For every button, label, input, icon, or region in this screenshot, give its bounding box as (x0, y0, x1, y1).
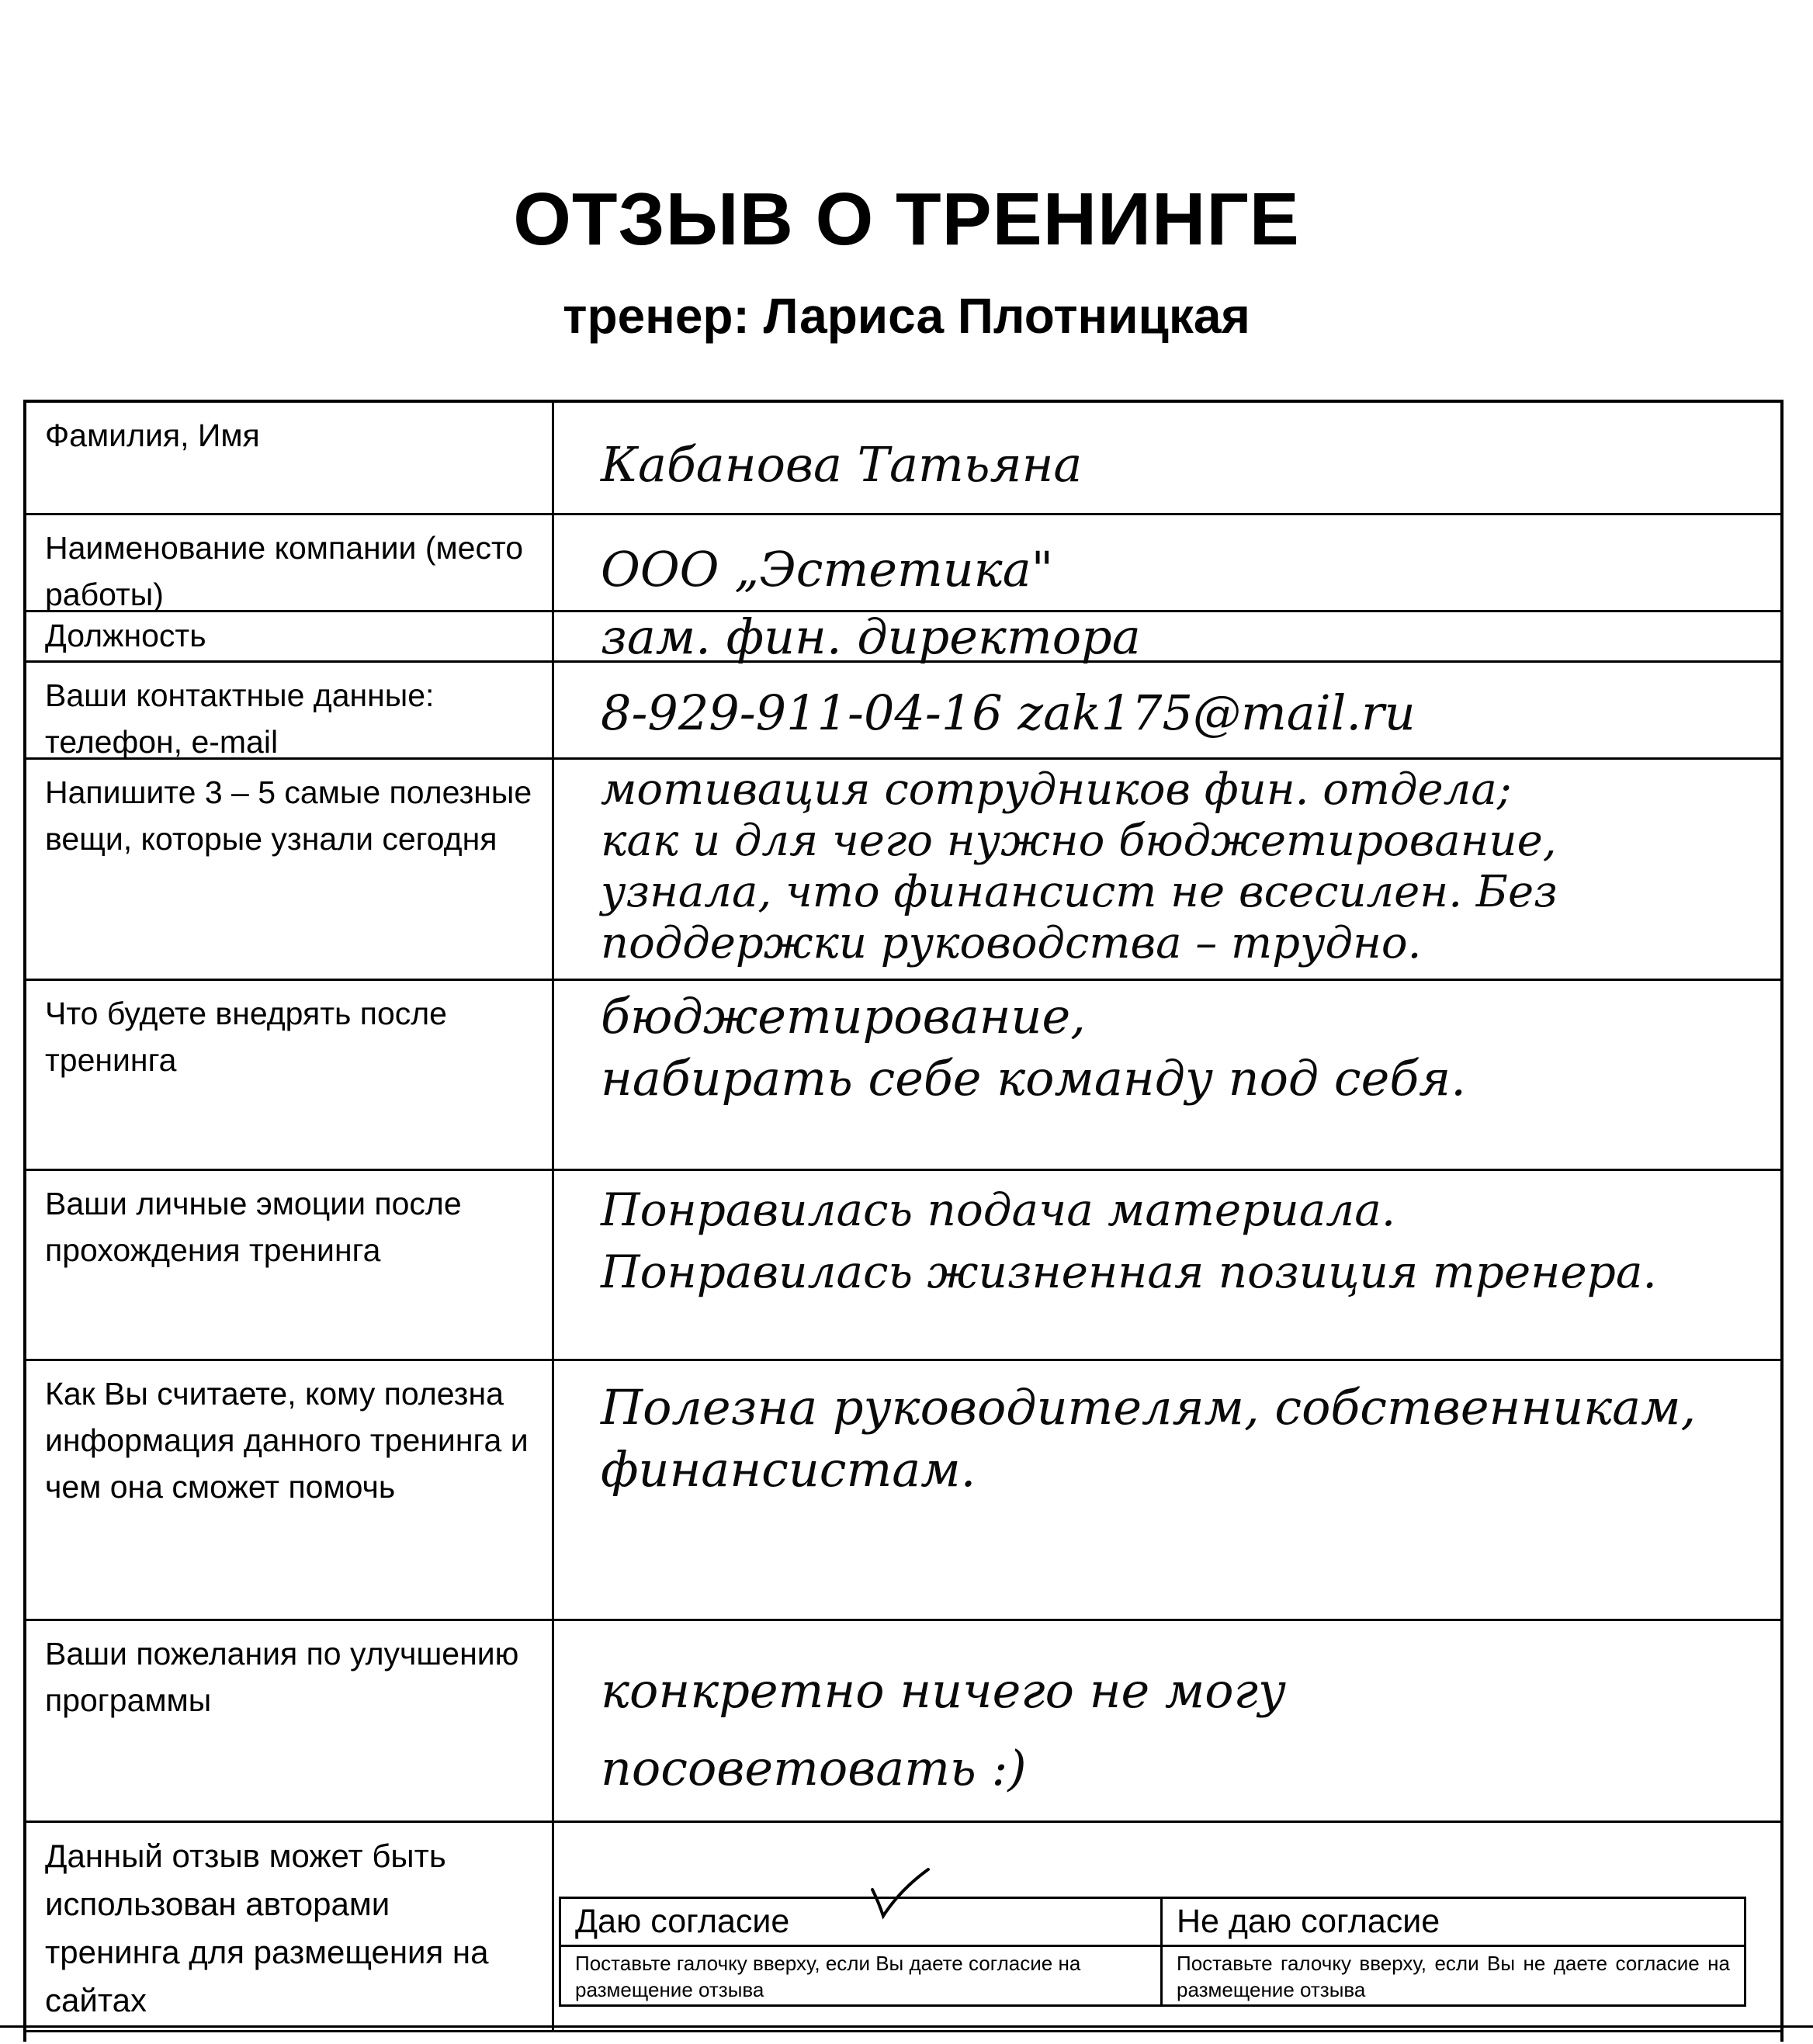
label-audience: Как Вы считаете, кому полезна информация данного тренинга и чем она сможет помочь (26, 1361, 554, 1619)
label-wishes: Ваши пожелания по улучшению программы (26, 1621, 554, 1821)
value-useful[interactable]: мотивация сотрудников фин. отдела; как и для чего нужно бюджетирование, узнала, что финансист не всесилен. Без поддержки руководства – трудно. (601, 764, 1558, 968)
row-implement (26, 981, 1780, 1171)
consent-agree-note: Поставьте галочку вверху, если Вы даете согласие на размещение отзыва (575, 1952, 1081, 2001)
value-name[interactable]: Кабанова Татьяна (601, 436, 1083, 493)
trainer-subtitle: тренер: Лариса Плотницкая (563, 288, 1250, 344)
consent-disagree-column[interactable] (1163, 1899, 1744, 2004)
row-name (26, 403, 1780, 515)
next-row-partial (0, 2025, 1813, 2044)
label-position: Должность (26, 612, 554, 660)
value-contacts[interactable]: 8-929-911-04-16 zak175@mail.ru (601, 684, 1416, 741)
row-useful (26, 760, 1780, 981)
row-audience (26, 1361, 1780, 1621)
value-wishes[interactable]: конкретно ничего не могу посоветовать :) (601, 1662, 1286, 1796)
label-emotions: Ваши личные эмоции после прохождения тренинга (26, 1171, 554, 1359)
value-implement[interactable]: бюджетирование, набирать себе команду под себя. (601, 988, 1466, 1107)
feedback-form (23, 400, 1784, 2042)
label-company: Наименование компании (место работы) (26, 515, 554, 610)
value-emotions[interactable]: Понравилась подача материала. Понравилась жизненная позиция тренера. (601, 1183, 1657, 1298)
row-emotions (26, 1171, 1780, 1361)
row-wishes (26, 1621, 1780, 1823)
consent-table (559, 1897, 1746, 2007)
label-useful: Напишите 3 – 5 самые полезные вещи, которые узнали сегодня (26, 760, 554, 979)
value-audience[interactable]: Полезна руководителям, собственникам, финансистам. (601, 1379, 1697, 1498)
consent-agree-label[interactable]: Даю согласие (561, 1899, 1160, 1947)
checkmark-icon (869, 1866, 931, 1921)
label-consent: Данный отзыв может быть использован авторами тренинга для размещения на сайтах (26, 1823, 554, 2030)
value-position[interactable]: зам. фин. директора (601, 608, 1141, 665)
row-position (26, 608, 1780, 665)
row-contacts (26, 663, 1780, 760)
value-company[interactable]: ООО „Эстетика" (601, 541, 1054, 598)
consent-agree-column[interactable] (561, 1899, 1163, 2004)
label-name: Фамилия, Имя (26, 403, 554, 513)
consent-disagree-label[interactable]: Не даю согласие (1163, 1899, 1744, 1947)
consent-disagree-note: Поставьте галочку вверху, если Вы не даете согласие на размещение отзыва (1177, 1952, 1730, 2001)
row-company (26, 515, 1780, 612)
label-contacts: Ваши контактные данные: телефон, e-mail (26, 663, 554, 757)
label-implement: Что будете внедрять после тренинга (26, 981, 554, 1169)
page-title: ОТЗЫВ О ТРЕНИНГЕ (513, 178, 1300, 261)
